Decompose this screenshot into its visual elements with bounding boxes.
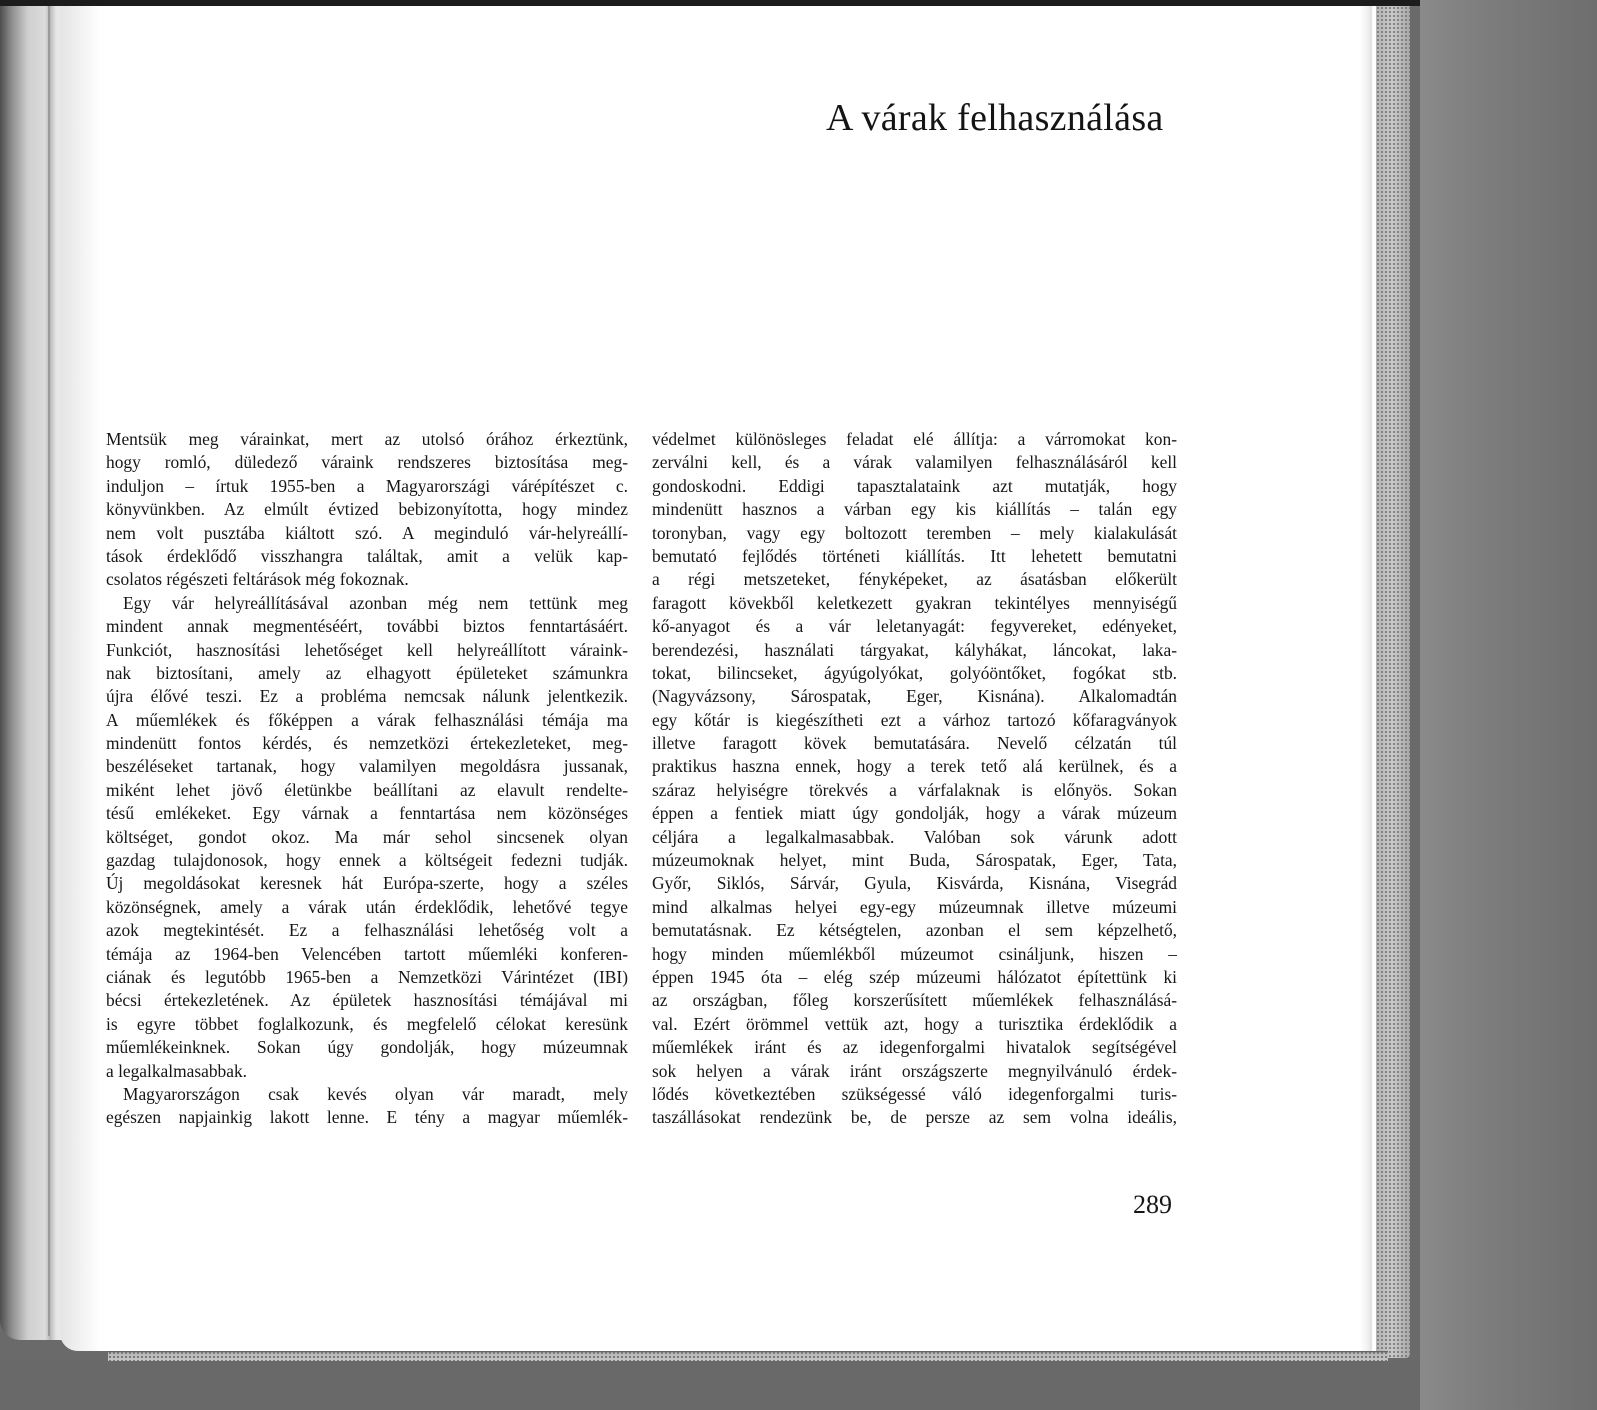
text-line: faragott kövekből keletkezett gyakran tekintélyes mennyiségű [652,592,1177,613]
text-line: múzeumoknak helyet, mint Buda, Sárospatak, Eger, Tata, [652,850,1177,871]
text-line: mindenütt fontos kérdés, és nemzetközi értekezleteket, meg- [106,733,628,754]
text-line: mindent annak megmentéséért, további biztos fenntartásáért. [106,616,628,637]
text-line: Mentsük meg várainkat, mert az utolsó órához érkeztünk, [106,429,628,449]
text-line: a legalkalmasabbak. [106,1060,247,1081]
chapter-title: A várak felhasználása [826,97,1164,139]
text-line: induljon – írtuk 1955-ben a Magyarországi várépítészet c. [106,475,628,496]
text-line: bemutató fejlődés történeti kiállítás. Itt lehetett bemutatni [652,545,1177,566]
text-line: műemlékek iránt és az idegenforgalmi hivatalok segítségével [652,1037,1177,1058]
text-line: Győr, Siklós, Sárvár, Gyula, Kisvárda, Kisnána, Visegrád [652,873,1177,894]
text-line: bemutatásnak. Ez kétségtelen, azonban el sem képzelhető, [652,920,1177,941]
paragraph [106,428,628,592]
text-line: csolatos régészeti feltárások még fokoznak. [106,569,409,590]
scanner-background-right [1420,0,1597,1410]
text-line: is egyre többet foglalkozunk, és megfelelő célokat keresünk [106,1013,628,1034]
text-line: műemlékeinknek. Sokan úgy gondolják, hogy múzeumnak [106,1037,628,1058]
paragraph [106,1083,628,1130]
text-line: lődés következtében szükségessé váló idegenforgalmi turis- [652,1083,1177,1104]
text-line: bécsi értekezletének. Az épületek hasznosítási témájával mi [106,990,628,1011]
text-line: gazdag tulajdonosok, hogy ennek a költségeit fedezni tudják. [106,850,628,871]
left-text-column [106,428,628,1130]
text-line: Egy vár helyreállításával azonban még nem tettünk meg [123,592,628,613]
page-fore-edge-highlight [1360,6,1376,1352]
page-number: 289 [1133,1190,1172,1219]
text-line: tások érdeklődő visszhangra találtak, amit a velük kap- [106,545,628,566]
text-line: azok megtekintését. Ez a felhasználási lehetőség volt a [106,920,628,941]
text-line: Új megoldásokat keresnek hát Európa-szerte, hogy a széles [106,873,628,894]
text-line: illetve faragott kövek bemutatására. Nevelő célzatán túl [652,733,1177,754]
text-line: éppen 1945 óta – elég szép múzeumi hálózatot építettünk ki [652,966,1177,987]
text-line: nak biztosítani, amely az elhagyott épületeket számunkra [106,662,628,683]
text-line: beszéléseket tartanak, hogy valamilyen megoldásra jussanak, [106,756,628,777]
text-line: könyvünkben. Az elmúlt évtized bebizonyította, hogy mindez [106,499,628,520]
text-line: az országban, főleg korszerűsített műemlékek felhasználásá- [652,990,1177,1011]
text-line: tésű emlékeket. Egy várnak a fenntartása nem közönséges [106,803,628,824]
text-line: zerválni kell, és a várak valamilyen felhasználásáról kell [652,452,1177,473]
right-text-column [652,428,1177,1130]
text-line: védelmet különösleges feladat elé állítja: a várromokat kon- [652,429,1177,449]
text-line: sok helyen a várak iránt országszerte megnyilvánuló érdek- [652,1060,1177,1081]
text-line: mind alkalmas helyei egy-egy múzeumnak illetve múzeumi [652,896,1177,917]
text-line: kő-anyagot és a vár leletanyagát: fegyvereket, edényeket, [652,616,1177,637]
text-line: hogy romló, düledező váraink rendszeres biztosítása meg- [106,452,628,473]
text-line: Funkciót, hasznosítási lehetőséget kell helyreállított váraink- [106,639,628,660]
text-line: nem volt pusztába kiáltott szó. A meginduló vár-helyreállí- [106,522,628,543]
text-line: Magyarországon csak kevés olyan vár maradt, mely [123,1083,628,1104]
text-line: céljára a legalkalmasabbak. Valóban sok várunk adott [652,826,1177,847]
text-line: val. Ezért örömmel vettük azt, hogy a turisztika érdeklődik a [652,1013,1177,1034]
book-fore-edge-bottom [108,1351,1388,1361]
spine-fold-line [48,6,50,1336]
text-line: egy kőtár is kiegészítheti ezt a várhoz tartozó kőfaragványok [652,709,1177,730]
text-line: taszállásokat rendezünk be, de persze az sem volna ideális, [652,1107,1177,1128]
text-line: gondoskodni. Eddigi tapasztalataink azt mutatják, hogy [652,475,1177,496]
text-line: száraz helyiségre törekvés a várfalaknak is előnyös. Sokan [652,779,1177,800]
text-line: mindenütt hasznos a várban egy kis kiállítás – talán egy [652,499,1177,520]
text-line: tokat, bilincseket, ágyúgolyókat, golyóöntőket, fogókat stb. [652,662,1177,683]
text-line: egészen napjainkig lakott lenne. E tény a magyar műemlék- [106,1107,628,1128]
text-line: praktikus haszna ennek, hogy a terek tető alá kerülnek, és a [652,756,1177,777]
text-line: (Nagyvázsony, Sárospatak, Eger, Kisnána). Alkalomadtán [652,686,1177,707]
paragraph [652,428,1177,1130]
text-line: toronyban, vagy egy boltozott teremben – mely kialakulását [652,522,1177,543]
text-line: költséget, gondot okoz. Ma már sehol sincsenek olyan [106,826,628,847]
text-line: közönségnek, amely a várak után érdeklődik, lehetővé tegye [106,896,628,917]
text-line: berendezési, használati tárgyakat, kályhákat, láncokat, laka- [652,639,1177,660]
text-line: ciának és legutóbb 1965-ben a Nemzetközi Várintézet (IBI) [106,966,628,987]
book-fore-edge-right [1376,6,1410,1358]
text-line: témája az 1964-ben Velencében tartott műemléki konferen- [106,943,628,964]
text-line: hogy minden műemlékből múzeumot csináljunk, hiszen – [652,943,1177,964]
text-line: A műemlékek és főképpen a várak felhasználási témája ma [106,709,628,730]
scanner-background-bottom [0,1360,1420,1410]
paragraph [106,592,628,1083]
text-line: újra élővé teszi. Ez a probléma nemcsak nálunk jelentkezik. [106,686,628,707]
page-gutter-shadow [60,6,100,1351]
text-line: miként lehet jövő életünkbe beállítani az elavult rendelte- [106,779,628,800]
text-line: éppen a fentiek miatt úgy gondolják, hogy a várak múzeum [652,803,1177,824]
text-line: a régi metszeteket, fényképeket, az ásatásban előkerült [652,569,1177,590]
